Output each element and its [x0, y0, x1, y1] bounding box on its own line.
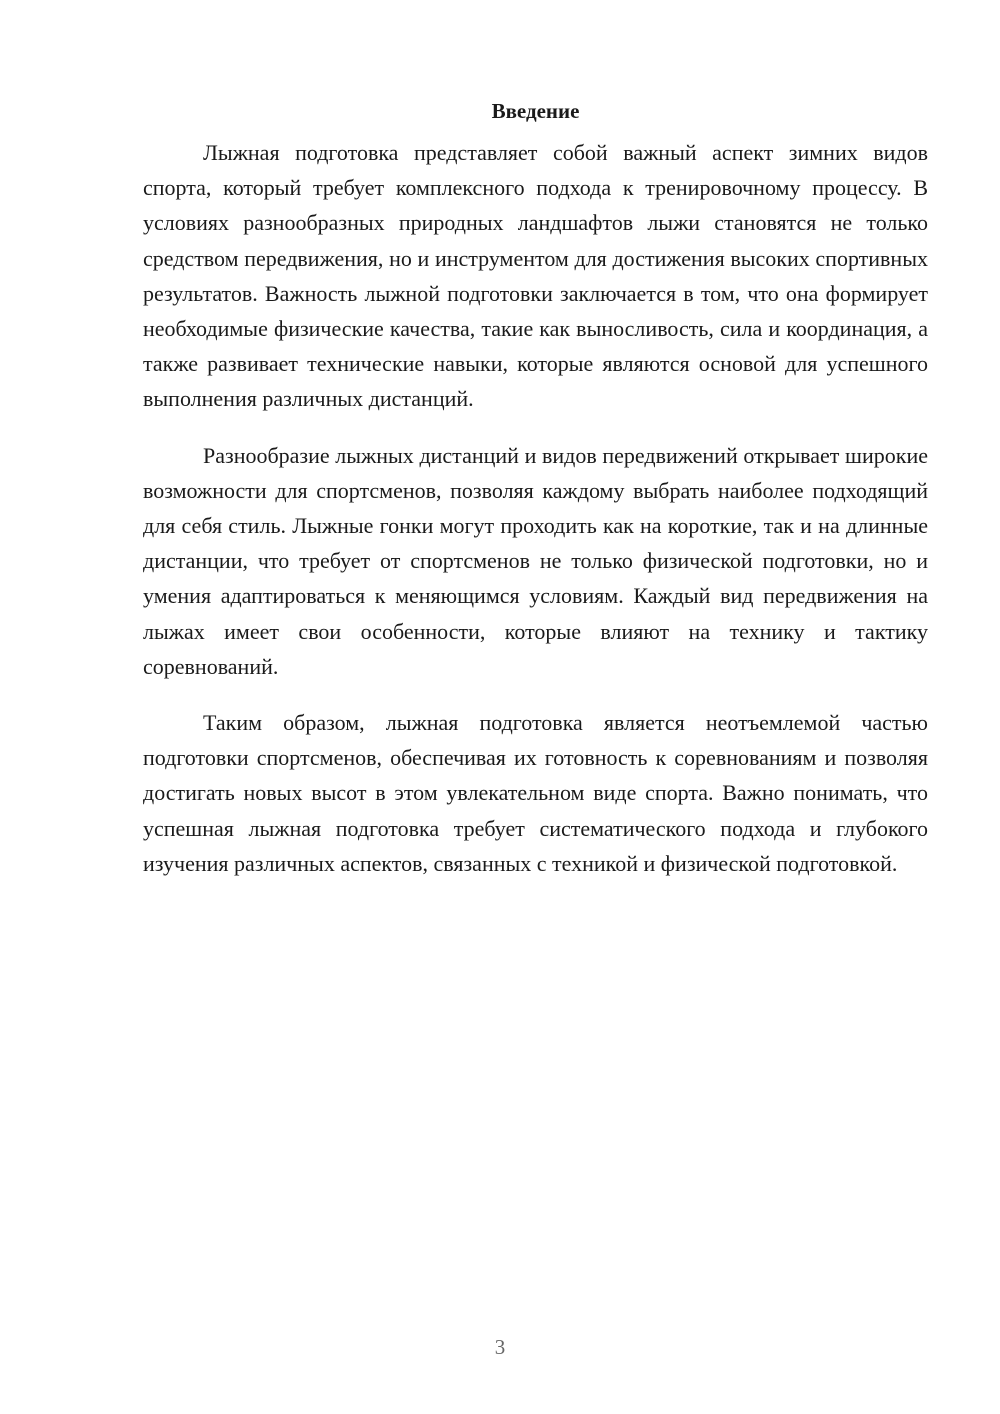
section-heading: Введение [491, 99, 580, 123]
page-content [143, 97, 928, 881]
paragraph-3: Таким образом, лыжная подготовка является неотъемлемой частью подготовки спортсменов, обеспечивая их готовность к соревнованиям и позволяя достигать новых высот в этом увлекательном виде спорта. Важно понимать, что успешная лыжная подготовка требует систематического подхода и глубокого изучения различных аспектов, связанных с техникой и физической подготовкой. [143, 710, 928, 876]
paragraph-2: Разнообразие лыжных дистанций и видов передвижений открывает широкие возможности для спортсменов, позволяя каждому выбрать наиболее подходящий для себя стиль. Лыжные гонки могут проходить как на короткие, так и на длинные дистанции, что требует от спортсменов не только физической подготовки, но и умения адаптироваться к меняющимся условиям. Каждый вид передвижения на лыжах имеет свои особенности, которые влияют на технику и тактику соревнований. [143, 442, 928, 679]
page-number: 3 [494, 1335, 506, 1359]
paragraph-1: Лыжная подготовка представляет собой важный аспект зимних видов спорта, который требует комплексного подхода к тренировочному процессу. В условиях разнообразных природных ландшафтов лыжи становятся не только средством передвижения, но и инструментом для достижения высоких спортивных результатов. Важность лыжной подготовки заключается в том, что она формирует необходимые физические качества, такие как выносливость, сила и координация, а также развивает технические навыки, которые являются основой для успешного выполнения различных дистанций. [143, 140, 928, 412]
